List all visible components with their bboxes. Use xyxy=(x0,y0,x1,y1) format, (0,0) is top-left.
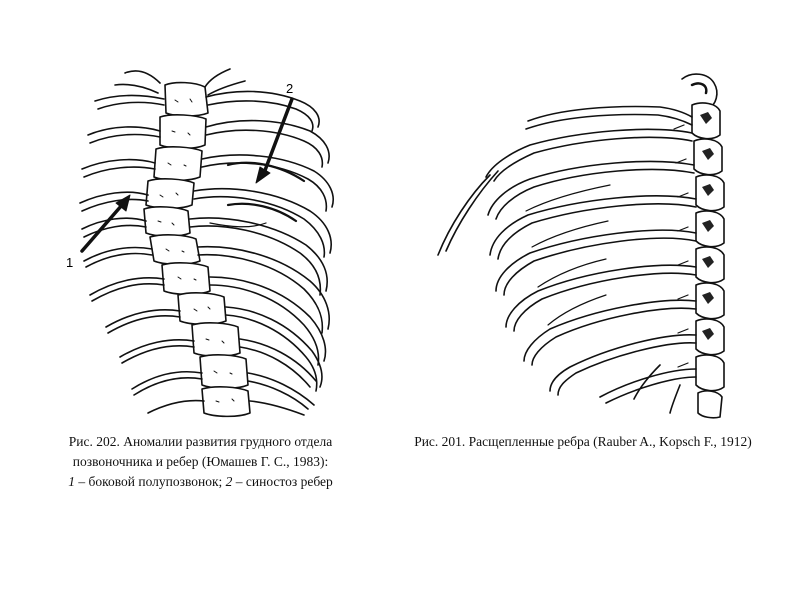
marker-label-1: 1 xyxy=(66,255,74,270)
legend-text-2: – синостоз ребер xyxy=(232,474,333,489)
left-figure-caption xyxy=(28,432,373,492)
caption-title-line: Рис. 202. Аномалии развития грудного отдела xyxy=(68,434,333,449)
split-ribs-illustration xyxy=(430,65,750,420)
legend-number-2: 2 xyxy=(225,474,233,489)
caption-legend xyxy=(28,472,373,492)
marker-label-2: 2 xyxy=(286,81,294,96)
legend-text-1: – боковой полупозвонок; xyxy=(74,474,226,489)
right-figure-caption xyxy=(383,432,783,452)
caption-title-line: Рис. 201. Расщепленные ребра (Rauber A., Kopsch F., 1912) xyxy=(414,434,752,449)
split-ribs-drawing xyxy=(430,65,750,420)
spine-anomaly-illustration xyxy=(60,55,360,425)
spine-anomaly-drawing xyxy=(60,55,360,425)
legend-number-1: 1 xyxy=(68,474,75,489)
caption-source-line: позвоночника и ребер (Юмашев Г. С., 1983): xyxy=(72,454,329,469)
